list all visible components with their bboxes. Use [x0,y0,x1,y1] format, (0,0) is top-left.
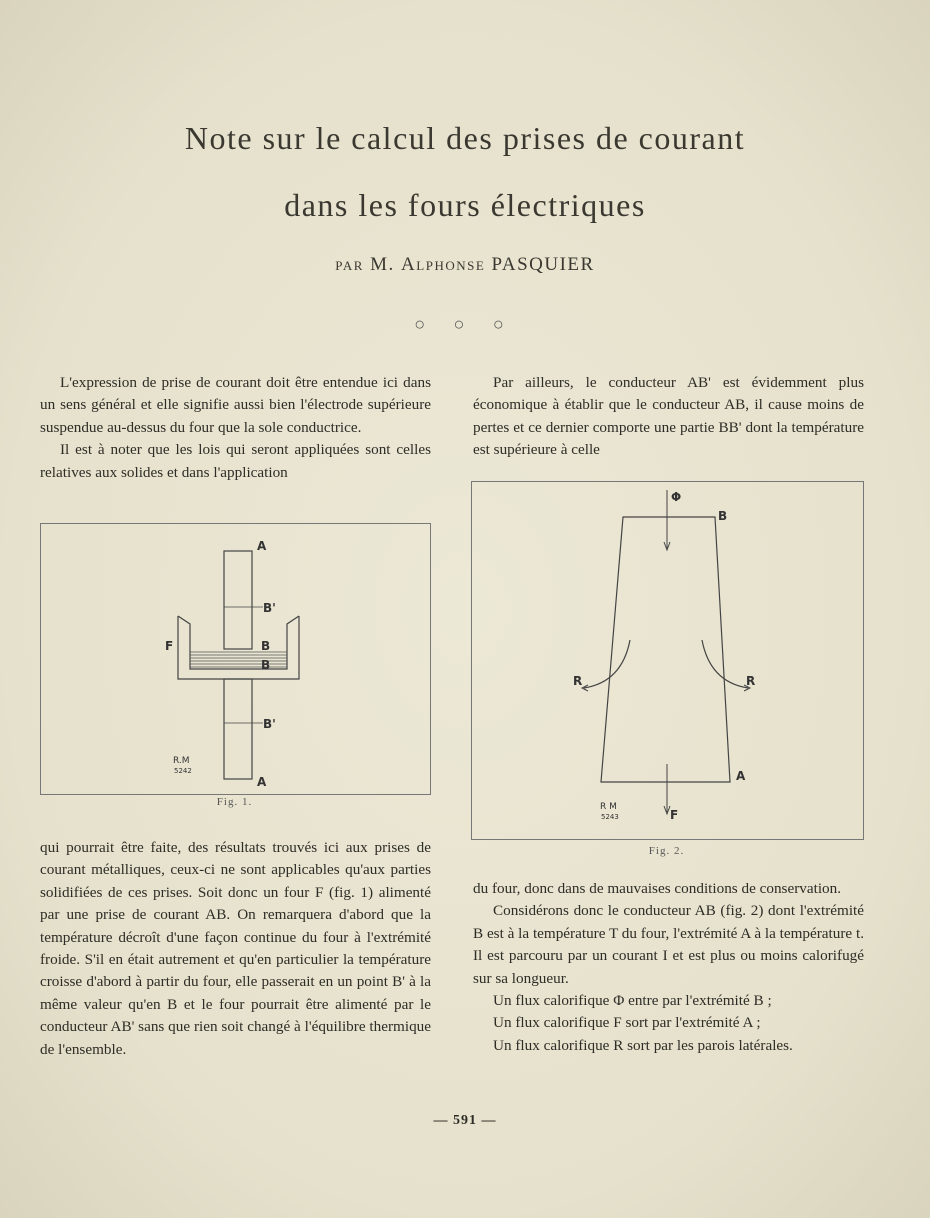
label-b-upper: B [261,639,271,653]
paragraph: du four, donc dans de mauvaises conditions de conservation. [473,880,842,897]
article-title-line-2: dans les fours électriques [284,187,646,223]
label-r-right: R [746,674,756,688]
paragraph: qui pourrait être faite, des résultats trouvés ici aux prises de courant métalliques, ceux-ci ne sont applicables qu'aux parties solidifiées de ces prises. Soit donc un four F (fig. 1) alimenté par une prise de courant AB. On remarquera d'abord que la température décroît d'une façon continue du four à l'extrémité froide. S'il en était autrement et qu'en particulier la température croisse d'abord à partir du four, elle passerait en un point B' à la même valeur qu'en B et le four pourrait être alimenté par le conducteur AB' sans que rien soit changé à l'équilibre thermique de l'ensemble. [40,839,431,1058]
author-byline [0,254,930,276]
label-a: A [736,769,746,783]
paragraph: L'expression de prise de courant doit être entendue ici dans un sens général et elle signifie aussi bien l'électrode supérieure suspendue au-dessus du four que la sole conductrice. [40,374,431,436]
column1-top [40,372,431,484]
label-b-prime-top: B' [263,601,276,615]
label-a-bottom: A [257,775,267,789]
figure-1-ref-number: 5242 [174,767,192,775]
r-left-arrow [584,640,630,688]
author-initial: M. [370,254,395,275]
author-prefix: PAR [335,258,364,273]
paragraph: Par ailleurs, le conducteur AB' est évidemment plus économique à établir que le conducteur AB, il cause moins de pertes et ce dernier comporte une partie BB' dont la température est supérieure à celle [473,374,864,459]
label-b: B [718,509,728,523]
paragraph: Considérons donc le conducteur AB (fig. 2) dont l'extrémité B est à la température T du four, l'extrémité A à la température t. Il est parcouru par un courant I et est plus ou moins calorifugé sur sa longueur. [473,902,864,987]
label-f: F [670,808,679,822]
figure-2-caption: Fig. 2. [648,845,685,857]
conductor-outline [601,517,730,782]
author-last-name: PASQUIER [491,254,595,275]
label-b-lower: B [261,658,271,672]
label-f: F [165,639,174,653]
r-right-arrow [702,640,748,688]
label-r-left: R [573,674,583,688]
paragraph: Un flux calorifique Φ entre par l'extrémité B ; [493,992,772,1010]
paragraph: Un flux calorifique F sort par l'extrémité A ; [493,1014,761,1032]
figure-2-ref-number: 5243 [601,813,619,821]
figure-1 [40,523,431,795]
author-first-name: Alphonse [401,254,486,275]
column2-top [473,372,864,462]
figure-1-diagram [41,524,430,794]
column1-bottom [40,837,431,1061]
paragraph: Il est à noter que les lois qui seront appliquées sont celles relatives aux solides et dans l'application [40,441,431,481]
electrode-upper [224,551,252,649]
ornament-divider: ○ ○ ○ [414,314,516,334]
figure-1-caption: Fig. 1. [216,796,253,808]
furnace-bath [190,652,287,667]
figure-2-diagram [472,482,863,839]
column2-bottom [473,878,864,1057]
figure-1-ref: R.M [173,756,190,766]
figure-2-ref: R M [600,802,617,812]
article-title-line-1: Note sur le calcul des prises de courant [184,120,746,156]
electrode-lower [224,679,252,779]
page-number: — 591 — [433,1113,497,1128]
label-a-top: A [257,539,267,553]
label-phi: Φ [671,490,682,504]
label-b-prime-bottom: B' [263,717,276,731]
paragraph: Un flux calorifique R sort par les parois latérales. [493,1036,793,1054]
figure-2 [471,481,864,840]
